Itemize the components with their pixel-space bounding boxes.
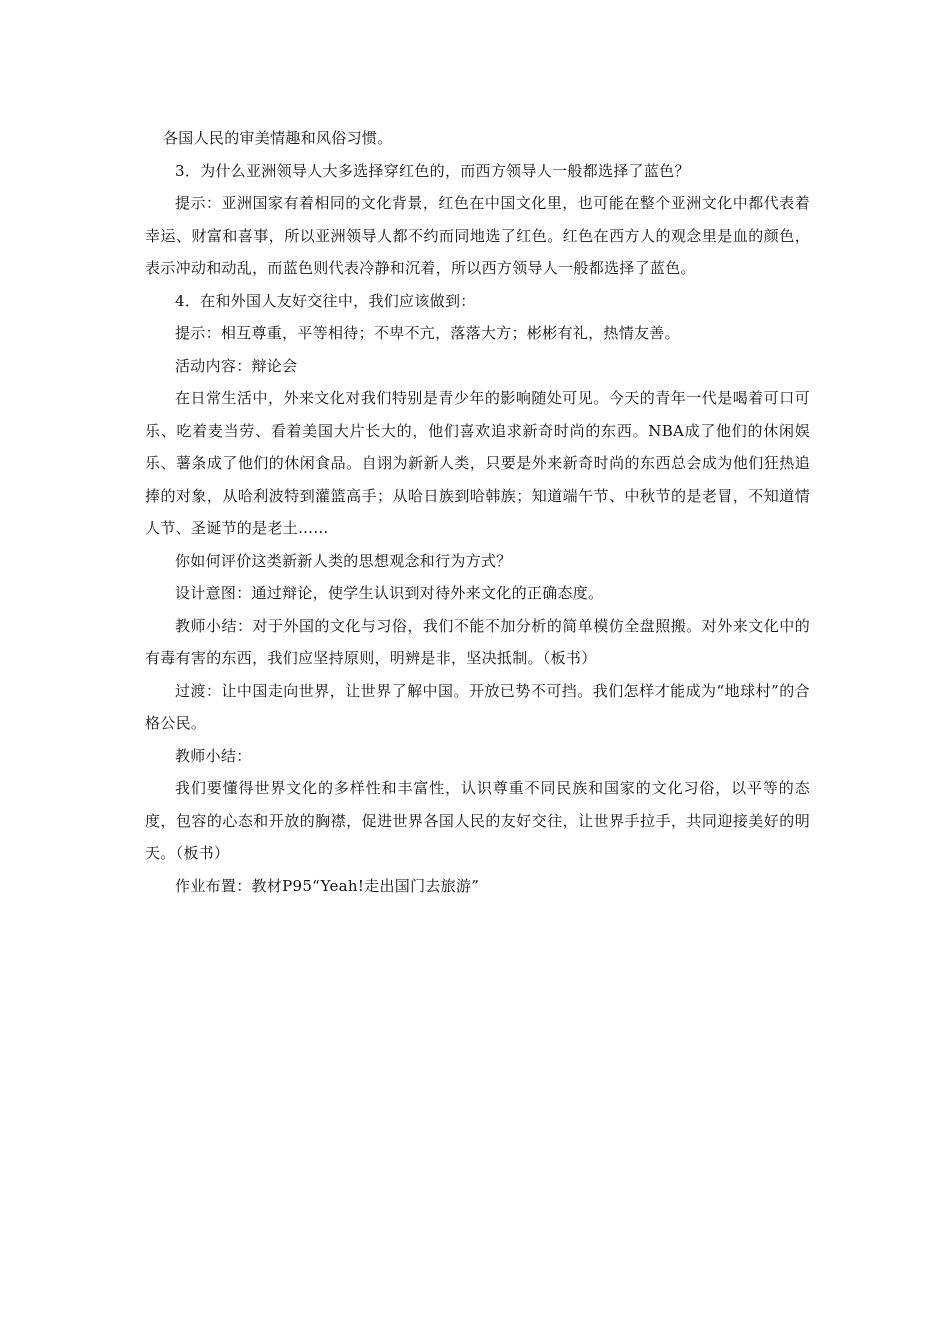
question-4: 4．在和外国人友好交往中，我们应该做到： (175, 291, 476, 310)
design-intent: 设计意图：通过辩论，使学生认识到对待外来文化的正确态度。 (175, 584, 604, 602)
paragraph-continuation: 各国人民的审美情趣和风俗习惯。 (163, 129, 393, 147)
teacher-summary-2: 我们要懂得世界文化的多样性和丰富性，认识尊重不同民族和国家的文化习俗，以平等的态度，包容的心态和开放的胸襟，促进世界各国人民的友好交往，让世界手拉手，共同迎接美好的明天。（板书） (145, 779, 810, 862)
hint-3: 提示：亚洲国家有着相同的文化背景，红色在中国文化里，也可能在整个亚洲文化中都代表着幸运、财富和喜事，所以亚洲领导人都不约而同地选了红色。红色在西方人的观念里是血的颜色，表示冲动和动乱，而蓝色则代表冷静和沉着，所以西方领导人一般都选择了蓝色。 (145, 194, 810, 277)
hint-4: 提示：相互尊重，平等相待；不卑不亢，落落大方；彬彬有礼，热情友善。 (175, 324, 680, 342)
homework: 作业布置：教材P95“Yeah!走出国门去旅游” (175, 876, 480, 895)
document-body (145, 122, 810, 902)
activity-title: 活动内容：辩论会 (175, 356, 298, 375)
activity-description: 在日常生活中，外来文化对我们特别是青少年的影响随处可见。今天的青年一代是喝着可口可乐、吃着麦当劳、看着美国大片长大的，他们喜欢追求新奇时尚的东西。NBA成了他们的休闲娱乐、薯条成了他们的休闲食品。自诩为新新人类，只要是外来新奇时尚的东西总会成为他们狂热追捧的对象，从哈利波特到灌篮高手；从哈日族到哈韩族；知道端午节、中秋节的是老冒，不知道情人节、圣诞节的是老土…… (145, 389, 810, 537)
teacher-summary-1: 教师小结：对于外国的文化与习俗，我们不能不加分析的简单模仿全盘照搬。对外来文化中的有毒有害的东西，我们应坚持原则，明辨是非，坚决抵制。（板书） (145, 616, 810, 667)
transition: 过渡：让中国走向世界，让世界了解中国。开放已势不可挡。我们怎样才能成为“地球村”的合格公民。 (145, 681, 810, 732)
teacher-summary-heading: 教师小结： (175, 746, 252, 765)
debate-question: 你如何评价这类新新人类的思想观念和行为方式？ (175, 551, 512, 570)
question-3: 3．为什么亚洲领导人大多选择穿红色的，而西方领导人一般都选择了蓝色？ (175, 161, 690, 180)
